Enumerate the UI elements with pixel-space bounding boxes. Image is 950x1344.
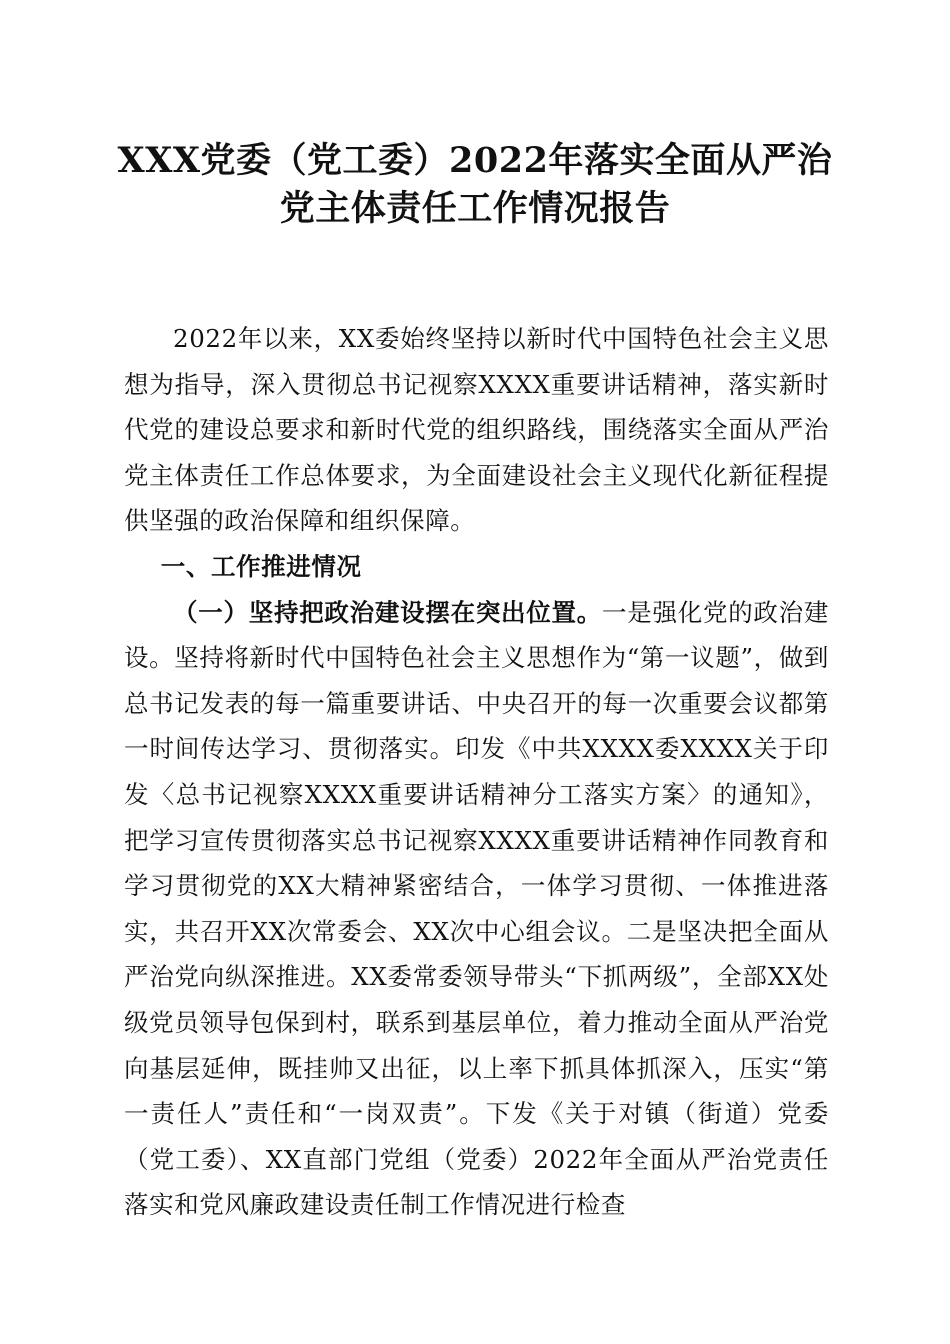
document-title-line-1: XXX党委（党工委）2022年落实全面从严治 — [117, 140, 833, 181]
document-title-line-2: 党主体责任工作情况报告 — [279, 188, 671, 229]
subsection-body: 一是强化党的政治建设。坚持将新时代中国特色社会主义思想作为“第一议题”，做到总书记发表的每一篇重要讲话、中央召开的每一次重要会议都第一时间传达学习、贯彻落实。印发《中共XXXX委XXXX关于印发〈总书记视察XXXX重要讲话精神分工落实方案〉的通知》，把学习宣传贯彻落实总书记视察XXXX重要讲话精神作同教育和学习贯彻党的XX大精神紧密结合，一体学习贯彻、一体推进落实，共召开XX次常委会、XX次中心组会议。二是坚决把全面从严治党向纵深推进。XX委常委领导带头“下抓两级”，全部XX处级党员领导包保到村，联系到基层单位，着力推动全面从严治党向基层延伸，既挂帅又出征，以上率下抓具体抓深入，压实“第一责任人”责任和“一岗双责”。下发《关于对镇（街道）党委（党工委）、XX直部门党组（党委）2022年全面从严治党责任落实和党风廉政建设责任制工作情况进行检查 — [124, 597, 829, 1220]
subsection-lead: （一）坚持把政治建设摆在突出位置。 — [173, 597, 603, 627]
section-heading: 一、工作推进情况 — [160, 551, 362, 581]
document-body — [124, 316, 829, 1228]
subsection-paragraph — [124, 590, 829, 1228]
intro-paragraph: 2022年以来，XX委始终坚持以新时代中国特色社会主义思想为指导，深入贯彻总书记视察XXXX重要讲话精神，落实新时代党的建设总要求和新时代党的组织路线，围绕落实全面从严治党主体责任工作总体要求，为全面建设社会主义现代化新征程提供坚强的政治保障和组织保障。 — [124, 324, 829, 536]
